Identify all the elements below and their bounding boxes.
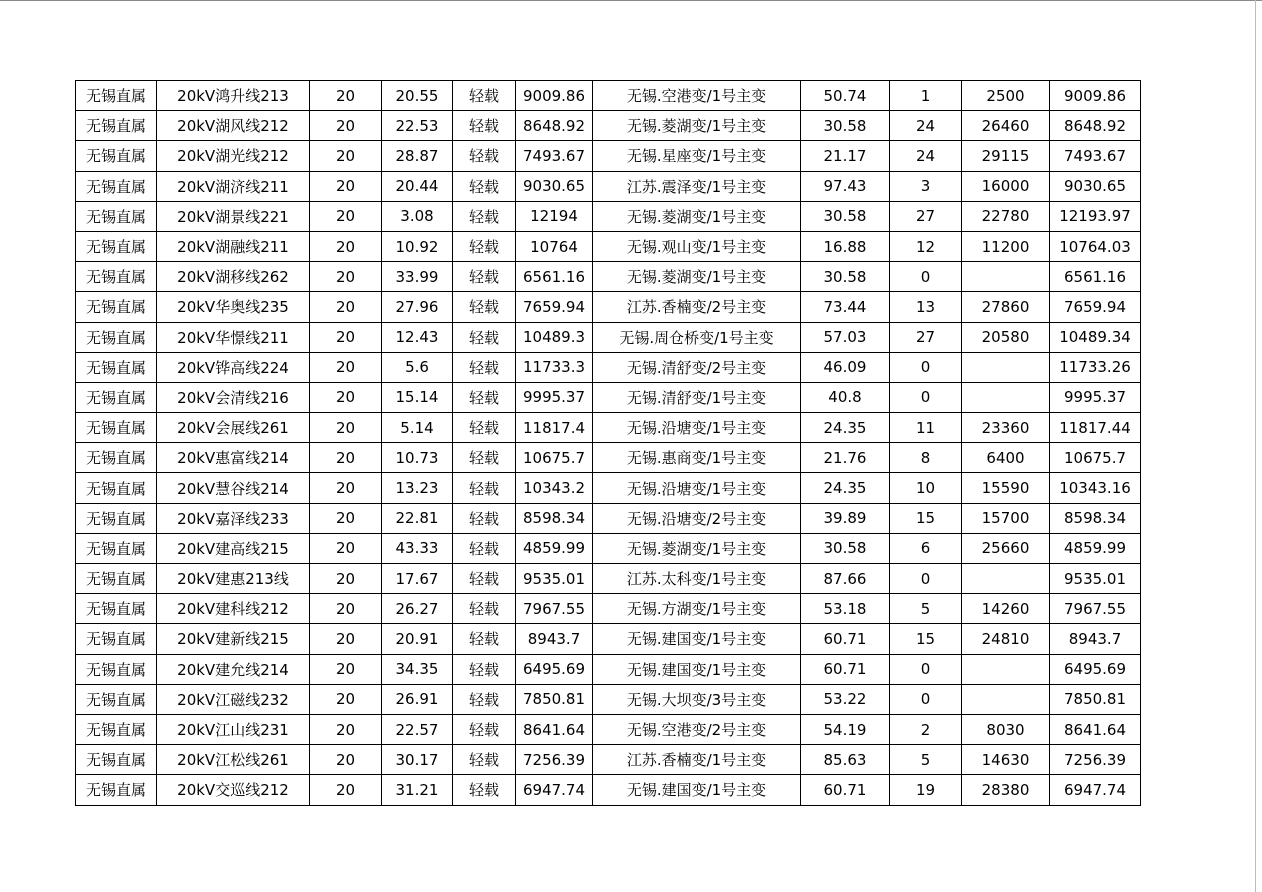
cell-substation-transformer: 无锡.惠商变/1号主变 bbox=[593, 443, 801, 473]
cell-line-name: 20kV湖移线262 bbox=[157, 262, 310, 292]
cell-substation-transformer: 无锡.观山变/1号主变 bbox=[593, 231, 801, 261]
cell-transformer-load-rate: 60.71 bbox=[801, 624, 890, 654]
cell-load-status: 轻载 bbox=[453, 745, 516, 775]
cell-region: 无锡直属 bbox=[76, 382, 157, 412]
cell-load-rate: 28.87 bbox=[382, 141, 453, 171]
feeder-load-table bbox=[75, 80, 1141, 806]
cell-installed-capacity: 20580 bbox=[962, 322, 1050, 352]
cell-load-rate: 15.14 bbox=[382, 382, 453, 412]
cell-capacity: 10675.7 bbox=[516, 443, 593, 473]
cell-available-capacity: 6495.69 bbox=[1050, 654, 1141, 684]
cell-region: 无锡直属 bbox=[76, 745, 157, 775]
cell-load-rate: 26.27 bbox=[382, 594, 453, 624]
cell-substation-transformer: 无锡.沿塘变/2号主变 bbox=[593, 503, 801, 533]
cell-capacity: 7659.94 bbox=[516, 292, 593, 322]
cell-load-rate: 13.23 bbox=[382, 473, 453, 503]
cell-installed-capacity: 23360 bbox=[962, 413, 1050, 443]
cell-available-capacity: 9030.65 bbox=[1050, 171, 1141, 201]
table-row bbox=[76, 111, 1141, 141]
cell-load-rate: 33.99 bbox=[382, 262, 453, 292]
cell-voltage: 20 bbox=[310, 564, 382, 594]
cell-substation-transformer: 江苏.太科变/1号主变 bbox=[593, 564, 801, 594]
cell-region: 无锡直属 bbox=[76, 503, 157, 533]
cell-installed-capacity: 22780 bbox=[962, 201, 1050, 231]
cell-installed-capacity: 16000 bbox=[962, 171, 1050, 201]
cell-line-name: 20kV嘉泽线233 bbox=[157, 503, 310, 533]
cell-capacity: 11733.3 bbox=[516, 352, 593, 382]
cell-available-capacity: 10764.03 bbox=[1050, 231, 1141, 261]
cell-transformer-load-rate: 21.17 bbox=[801, 141, 890, 171]
cell-transformer-load-rate: 85.63 bbox=[801, 745, 890, 775]
cell-installed-capacity bbox=[962, 654, 1050, 684]
cell-region: 无锡直属 bbox=[76, 141, 157, 171]
cell-load-status: 轻载 bbox=[453, 262, 516, 292]
cell-voltage: 20 bbox=[310, 714, 382, 744]
cell-load-status: 轻载 bbox=[453, 141, 516, 171]
cell-transformer-load-rate: 39.89 bbox=[801, 503, 890, 533]
cell-substation-transformer: 无锡.周仓桥变/1号主变 bbox=[593, 322, 801, 352]
cell-count: 1 bbox=[890, 81, 962, 111]
cell-available-capacity: 12193.97 bbox=[1050, 201, 1141, 231]
cell-available-capacity: 8641.64 bbox=[1050, 714, 1141, 744]
table-row bbox=[76, 322, 1141, 352]
cell-line-name: 20kV建新线215 bbox=[157, 624, 310, 654]
cell-load-status: 轻载 bbox=[453, 564, 516, 594]
cell-region: 无锡直属 bbox=[76, 564, 157, 594]
cell-capacity: 7493.67 bbox=[516, 141, 593, 171]
cell-region: 无锡直属 bbox=[76, 171, 157, 201]
table-row bbox=[76, 201, 1141, 231]
cell-voltage: 20 bbox=[310, 111, 382, 141]
cell-available-capacity: 7493.67 bbox=[1050, 141, 1141, 171]
table-row bbox=[76, 624, 1141, 654]
cell-load-status: 轻载 bbox=[453, 231, 516, 261]
cell-voltage: 20 bbox=[310, 322, 382, 352]
cell-capacity: 8598.34 bbox=[516, 503, 593, 533]
cell-installed-capacity: 26460 bbox=[962, 111, 1050, 141]
cell-available-capacity: 11817.44 bbox=[1050, 413, 1141, 443]
cell-substation-transformer: 无锡.沿塘变/1号主变 bbox=[593, 473, 801, 503]
cell-capacity: 12194 bbox=[516, 201, 593, 231]
cell-transformer-load-rate: 60.71 bbox=[801, 654, 890, 684]
cell-count: 0 bbox=[890, 684, 962, 714]
cell-load-rate: 34.35 bbox=[382, 654, 453, 684]
cell-substation-transformer: 无锡.菱湖变/1号主变 bbox=[593, 111, 801, 141]
table-row bbox=[76, 533, 1141, 563]
cell-line-name: 20kV江松线261 bbox=[157, 745, 310, 775]
cell-voltage: 20 bbox=[310, 594, 382, 624]
cell-available-capacity: 4859.99 bbox=[1050, 533, 1141, 563]
cell-voltage: 20 bbox=[310, 382, 382, 412]
cell-voltage: 20 bbox=[310, 654, 382, 684]
cell-transformer-load-rate: 60.71 bbox=[801, 775, 890, 805]
table-row bbox=[76, 231, 1141, 261]
cell-count: 24 bbox=[890, 141, 962, 171]
cell-load-rate: 30.17 bbox=[382, 745, 453, 775]
cell-substation-transformer: 无锡.清舒变/2号主变 bbox=[593, 352, 801, 382]
cell-installed-capacity: 15700 bbox=[962, 503, 1050, 533]
cell-capacity: 7967.55 bbox=[516, 594, 593, 624]
cell-transformer-load-rate: 46.09 bbox=[801, 352, 890, 382]
cell-count: 15 bbox=[890, 503, 962, 533]
cell-load-status: 轻载 bbox=[453, 292, 516, 322]
cell-line-name: 20kV湖光线212 bbox=[157, 141, 310, 171]
cell-count: 12 bbox=[890, 231, 962, 261]
cell-load-rate: 20.44 bbox=[382, 171, 453, 201]
cell-installed-capacity: 27860 bbox=[962, 292, 1050, 322]
cell-region: 无锡直属 bbox=[76, 413, 157, 443]
cell-transformer-load-rate: 87.66 bbox=[801, 564, 890, 594]
cell-available-capacity: 8648.92 bbox=[1050, 111, 1141, 141]
cell-available-capacity: 11733.26 bbox=[1050, 352, 1141, 382]
cell-load-rate: 26.91 bbox=[382, 684, 453, 714]
cell-available-capacity: 8943.7 bbox=[1050, 624, 1141, 654]
cell-voltage: 20 bbox=[310, 624, 382, 654]
cell-line-name: 20kV建允线214 bbox=[157, 654, 310, 684]
cell-line-name: 20kV湖景线221 bbox=[157, 201, 310, 231]
cell-count: 0 bbox=[890, 262, 962, 292]
cell-load-rate: 27.96 bbox=[382, 292, 453, 322]
table-row bbox=[76, 141, 1141, 171]
cell-voltage: 20 bbox=[310, 141, 382, 171]
cell-installed-capacity: 14260 bbox=[962, 594, 1050, 624]
cell-installed-capacity: 15590 bbox=[962, 473, 1050, 503]
cell-substation-transformer: 无锡.菱湖变/1号主变 bbox=[593, 533, 801, 563]
table-body bbox=[76, 81, 1141, 806]
cell-load-status: 轻载 bbox=[453, 171, 516, 201]
table-row bbox=[76, 775, 1141, 805]
cell-installed-capacity: 25660 bbox=[962, 533, 1050, 563]
cell-transformer-load-rate: 30.58 bbox=[801, 262, 890, 292]
cell-region: 无锡直属 bbox=[76, 292, 157, 322]
cell-count: 10 bbox=[890, 473, 962, 503]
page-right-border bbox=[1255, 0, 1256, 892]
cell-region: 无锡直属 bbox=[76, 111, 157, 141]
table-row bbox=[76, 684, 1141, 714]
cell-load-status: 轻载 bbox=[453, 684, 516, 714]
cell-region: 无锡直属 bbox=[76, 714, 157, 744]
cell-load-status: 轻载 bbox=[453, 654, 516, 684]
cell-installed-capacity: 8030 bbox=[962, 714, 1050, 744]
cell-voltage: 20 bbox=[310, 503, 382, 533]
cell-transformer-load-rate: 24.35 bbox=[801, 413, 890, 443]
table-row bbox=[76, 564, 1141, 594]
cell-line-name: 20kV华奥线235 bbox=[157, 292, 310, 322]
table-row bbox=[76, 413, 1141, 443]
cell-transformer-load-rate: 54.19 bbox=[801, 714, 890, 744]
cell-available-capacity: 9995.37 bbox=[1050, 382, 1141, 412]
cell-load-status: 轻载 bbox=[453, 714, 516, 744]
cell-capacity: 10764 bbox=[516, 231, 593, 261]
cell-load-status: 轻载 bbox=[453, 533, 516, 563]
cell-count: 3 bbox=[890, 171, 962, 201]
cell-voltage: 20 bbox=[310, 413, 382, 443]
table-row bbox=[76, 745, 1141, 775]
cell-count: 6 bbox=[890, 533, 962, 563]
cell-capacity: 7256.39 bbox=[516, 745, 593, 775]
cell-capacity: 10489.3 bbox=[516, 322, 593, 352]
cell-voltage: 20 bbox=[310, 533, 382, 563]
cell-line-name: 20kV会展线261 bbox=[157, 413, 310, 443]
table-row bbox=[76, 262, 1141, 292]
cell-load-rate: 31.21 bbox=[382, 775, 453, 805]
cell-count: 0 bbox=[890, 654, 962, 684]
cell-count: 27 bbox=[890, 322, 962, 352]
cell-load-status: 轻载 bbox=[453, 473, 516, 503]
cell-line-name: 20kV建惠213线 bbox=[157, 564, 310, 594]
cell-region: 无锡直属 bbox=[76, 231, 157, 261]
cell-substation-transformer: 无锡.建国变/1号主变 bbox=[593, 775, 801, 805]
cell-load-status: 轻载 bbox=[453, 382, 516, 412]
cell-load-rate: 43.33 bbox=[382, 533, 453, 563]
cell-load-rate: 12.43 bbox=[382, 322, 453, 352]
cell-capacity: 9535.01 bbox=[516, 564, 593, 594]
cell-region: 无锡直属 bbox=[76, 352, 157, 382]
cell-count: 19 bbox=[890, 775, 962, 805]
cell-installed-capacity: 11200 bbox=[962, 231, 1050, 261]
table-row bbox=[76, 473, 1141, 503]
cell-installed-capacity: 14630 bbox=[962, 745, 1050, 775]
table-row bbox=[76, 352, 1141, 382]
cell-count: 5 bbox=[890, 745, 962, 775]
cell-available-capacity: 10343.16 bbox=[1050, 473, 1141, 503]
page-top-border bbox=[0, 0, 1262, 1]
cell-substation-transformer: 无锡.菱湖变/1号主变 bbox=[593, 262, 801, 292]
cell-voltage: 20 bbox=[310, 262, 382, 292]
cell-count: 11 bbox=[890, 413, 962, 443]
cell-capacity: 9009.86 bbox=[516, 81, 593, 111]
cell-capacity: 9995.37 bbox=[516, 382, 593, 412]
cell-capacity: 7850.81 bbox=[516, 684, 593, 714]
cell-available-capacity: 7256.39 bbox=[1050, 745, 1141, 775]
cell-available-capacity: 7659.94 bbox=[1050, 292, 1141, 322]
cell-voltage: 20 bbox=[310, 443, 382, 473]
cell-region: 无锡直属 bbox=[76, 775, 157, 805]
cell-voltage: 20 bbox=[310, 775, 382, 805]
cell-count: 0 bbox=[890, 382, 962, 412]
cell-substation-transformer: 无锡.建国变/1号主变 bbox=[593, 624, 801, 654]
cell-load-rate: 3.08 bbox=[382, 201, 453, 231]
cell-installed-capacity: 2500 bbox=[962, 81, 1050, 111]
cell-substation-transformer: 无锡.方湖变/1号主变 bbox=[593, 594, 801, 624]
cell-line-name: 20kV湖风线212 bbox=[157, 111, 310, 141]
cell-line-name: 20kV湖融线211 bbox=[157, 231, 310, 261]
cell-region: 无锡直属 bbox=[76, 201, 157, 231]
cell-available-capacity: 10489.34 bbox=[1050, 322, 1141, 352]
cell-capacity: 6947.74 bbox=[516, 775, 593, 805]
table-row bbox=[76, 594, 1141, 624]
cell-substation-transformer: 江苏.震泽变/1号主变 bbox=[593, 171, 801, 201]
cell-capacity: 6561.16 bbox=[516, 262, 593, 292]
cell-voltage: 20 bbox=[310, 171, 382, 201]
cell-line-name: 20kV华憬线211 bbox=[157, 322, 310, 352]
cell-load-rate: 20.55 bbox=[382, 81, 453, 111]
cell-load-status: 轻载 bbox=[453, 503, 516, 533]
cell-load-rate: 17.67 bbox=[382, 564, 453, 594]
cell-count: 5 bbox=[890, 594, 962, 624]
cell-count: 0 bbox=[890, 564, 962, 594]
cell-transformer-load-rate: 40.8 bbox=[801, 382, 890, 412]
cell-substation-transformer: 江苏.香楠变/2号主变 bbox=[593, 292, 801, 322]
cell-count: 0 bbox=[890, 352, 962, 382]
cell-voltage: 20 bbox=[310, 352, 382, 382]
cell-installed-capacity bbox=[962, 382, 1050, 412]
cell-region: 无锡直属 bbox=[76, 533, 157, 563]
cell-voltage: 20 bbox=[310, 201, 382, 231]
cell-installed-capacity bbox=[962, 262, 1050, 292]
cell-load-status: 轻载 bbox=[453, 111, 516, 141]
cell-count: 8 bbox=[890, 443, 962, 473]
cell-voltage: 20 bbox=[310, 684, 382, 714]
table-row bbox=[76, 292, 1141, 322]
cell-substation-transformer: 无锡.沿塘变/1号主变 bbox=[593, 413, 801, 443]
cell-transformer-load-rate: 16.88 bbox=[801, 231, 890, 261]
cell-load-status: 轻载 bbox=[453, 81, 516, 111]
cell-region: 无锡直属 bbox=[76, 262, 157, 292]
cell-available-capacity: 9009.86 bbox=[1050, 81, 1141, 111]
cell-line-name: 20kV江磁线232 bbox=[157, 684, 310, 714]
cell-available-capacity: 6947.74 bbox=[1050, 775, 1141, 805]
table-row bbox=[76, 382, 1141, 412]
cell-load-rate: 5.14 bbox=[382, 413, 453, 443]
cell-line-name: 20kV建高线215 bbox=[157, 533, 310, 563]
cell-installed-capacity bbox=[962, 684, 1050, 714]
cell-voltage: 20 bbox=[310, 745, 382, 775]
cell-line-name: 20kV慧谷线214 bbox=[157, 473, 310, 503]
cell-load-rate: 10.73 bbox=[382, 443, 453, 473]
cell-transformer-load-rate: 53.22 bbox=[801, 684, 890, 714]
cell-transformer-load-rate: 53.18 bbox=[801, 594, 890, 624]
cell-capacity: 8641.64 bbox=[516, 714, 593, 744]
cell-capacity: 8648.92 bbox=[516, 111, 593, 141]
cell-count: 2 bbox=[890, 714, 962, 744]
cell-voltage: 20 bbox=[310, 473, 382, 503]
cell-load-status: 轻载 bbox=[453, 624, 516, 654]
cell-load-status: 轻载 bbox=[453, 201, 516, 231]
cell-line-name: 20kV湖济线211 bbox=[157, 171, 310, 201]
cell-capacity: 6495.69 bbox=[516, 654, 593, 684]
cell-transformer-load-rate: 30.58 bbox=[801, 533, 890, 563]
cell-count: 15 bbox=[890, 624, 962, 654]
cell-available-capacity: 7967.55 bbox=[1050, 594, 1141, 624]
cell-line-name: 20kV惠富线214 bbox=[157, 443, 310, 473]
cell-region: 无锡直属 bbox=[76, 654, 157, 684]
cell-transformer-load-rate: 50.74 bbox=[801, 81, 890, 111]
cell-transformer-load-rate: 24.35 bbox=[801, 473, 890, 503]
cell-substation-transformer: 无锡.大坝变/3号主变 bbox=[593, 684, 801, 714]
cell-capacity: 9030.65 bbox=[516, 171, 593, 201]
cell-load-rate: 10.92 bbox=[382, 231, 453, 261]
cell-transformer-load-rate: 97.43 bbox=[801, 171, 890, 201]
cell-region: 无锡直属 bbox=[76, 81, 157, 111]
cell-installed-capacity: 29115 bbox=[962, 141, 1050, 171]
cell-installed-capacity: 24810 bbox=[962, 624, 1050, 654]
cell-load-rate: 22.53 bbox=[382, 111, 453, 141]
table-row bbox=[76, 503, 1141, 533]
cell-count: 24 bbox=[890, 111, 962, 141]
cell-region: 无锡直属 bbox=[76, 443, 157, 473]
cell-capacity: 8943.7 bbox=[516, 624, 593, 654]
cell-available-capacity: 8598.34 bbox=[1050, 503, 1141, 533]
cell-transformer-load-rate: 30.58 bbox=[801, 201, 890, 231]
cell-installed-capacity: 6400 bbox=[962, 443, 1050, 473]
cell-substation-transformer: 无锡.星座变/1号主变 bbox=[593, 141, 801, 171]
cell-load-status: 轻载 bbox=[453, 413, 516, 443]
cell-load-status: 轻载 bbox=[453, 775, 516, 805]
cell-transformer-load-rate: 73.44 bbox=[801, 292, 890, 322]
cell-installed-capacity bbox=[962, 564, 1050, 594]
cell-region: 无锡直属 bbox=[76, 624, 157, 654]
cell-transformer-load-rate: 57.03 bbox=[801, 322, 890, 352]
cell-transformer-load-rate: 21.76 bbox=[801, 443, 890, 473]
cell-load-status: 轻载 bbox=[453, 352, 516, 382]
table-row bbox=[76, 171, 1141, 201]
cell-load-rate: 22.57 bbox=[382, 714, 453, 744]
cell-region: 无锡直属 bbox=[76, 322, 157, 352]
cell-voltage: 20 bbox=[310, 81, 382, 111]
cell-count: 13 bbox=[890, 292, 962, 322]
table-row bbox=[76, 81, 1141, 111]
cell-load-status: 轻载 bbox=[453, 322, 516, 352]
cell-substation-transformer: 无锡.空港变/2号主变 bbox=[593, 714, 801, 744]
cell-line-name: 20kV江山线231 bbox=[157, 714, 310, 744]
cell-load-rate: 5.6 bbox=[382, 352, 453, 382]
cell-load-rate: 20.91 bbox=[382, 624, 453, 654]
cell-substation-transformer: 无锡.清舒变/1号主变 bbox=[593, 382, 801, 412]
cell-voltage: 20 bbox=[310, 231, 382, 261]
cell-substation-transformer: 无锡.空港变/1号主变 bbox=[593, 81, 801, 111]
cell-installed-capacity bbox=[962, 352, 1050, 382]
cell-substation-transformer: 无锡.建国变/1号主变 bbox=[593, 654, 801, 684]
cell-transformer-load-rate: 30.58 bbox=[801, 111, 890, 141]
cell-available-capacity: 9535.01 bbox=[1050, 564, 1141, 594]
cell-line-name: 20kV会清线216 bbox=[157, 382, 310, 412]
cell-capacity: 10343.2 bbox=[516, 473, 593, 503]
cell-available-capacity: 6561.16 bbox=[1050, 262, 1141, 292]
cell-region: 无锡直属 bbox=[76, 684, 157, 714]
cell-available-capacity: 10675.7 bbox=[1050, 443, 1141, 473]
cell-count: 27 bbox=[890, 201, 962, 231]
cell-voltage: 20 bbox=[310, 292, 382, 322]
cell-installed-capacity: 28380 bbox=[962, 775, 1050, 805]
cell-capacity: 11817.4 bbox=[516, 413, 593, 443]
cell-capacity: 4859.99 bbox=[516, 533, 593, 563]
table-row bbox=[76, 654, 1141, 684]
table-row bbox=[76, 714, 1141, 744]
cell-load-status: 轻载 bbox=[453, 594, 516, 624]
cell-load-status: 轻载 bbox=[453, 443, 516, 473]
table-row bbox=[76, 443, 1141, 473]
cell-region: 无锡直属 bbox=[76, 594, 157, 624]
cell-line-name: 20kV铧高线224 bbox=[157, 352, 310, 382]
cell-region: 无锡直属 bbox=[76, 473, 157, 503]
cell-line-name: 20kV交巡线212 bbox=[157, 775, 310, 805]
cell-line-name: 20kV建科线212 bbox=[157, 594, 310, 624]
cell-load-rate: 22.81 bbox=[382, 503, 453, 533]
cell-substation-transformer: 江苏.香楠变/1号主变 bbox=[593, 745, 801, 775]
cell-available-capacity: 7850.81 bbox=[1050, 684, 1141, 714]
cell-substation-transformer: 无锡.菱湖变/1号主变 bbox=[593, 201, 801, 231]
cell-line-name: 20kV鸿升线213 bbox=[157, 81, 310, 111]
